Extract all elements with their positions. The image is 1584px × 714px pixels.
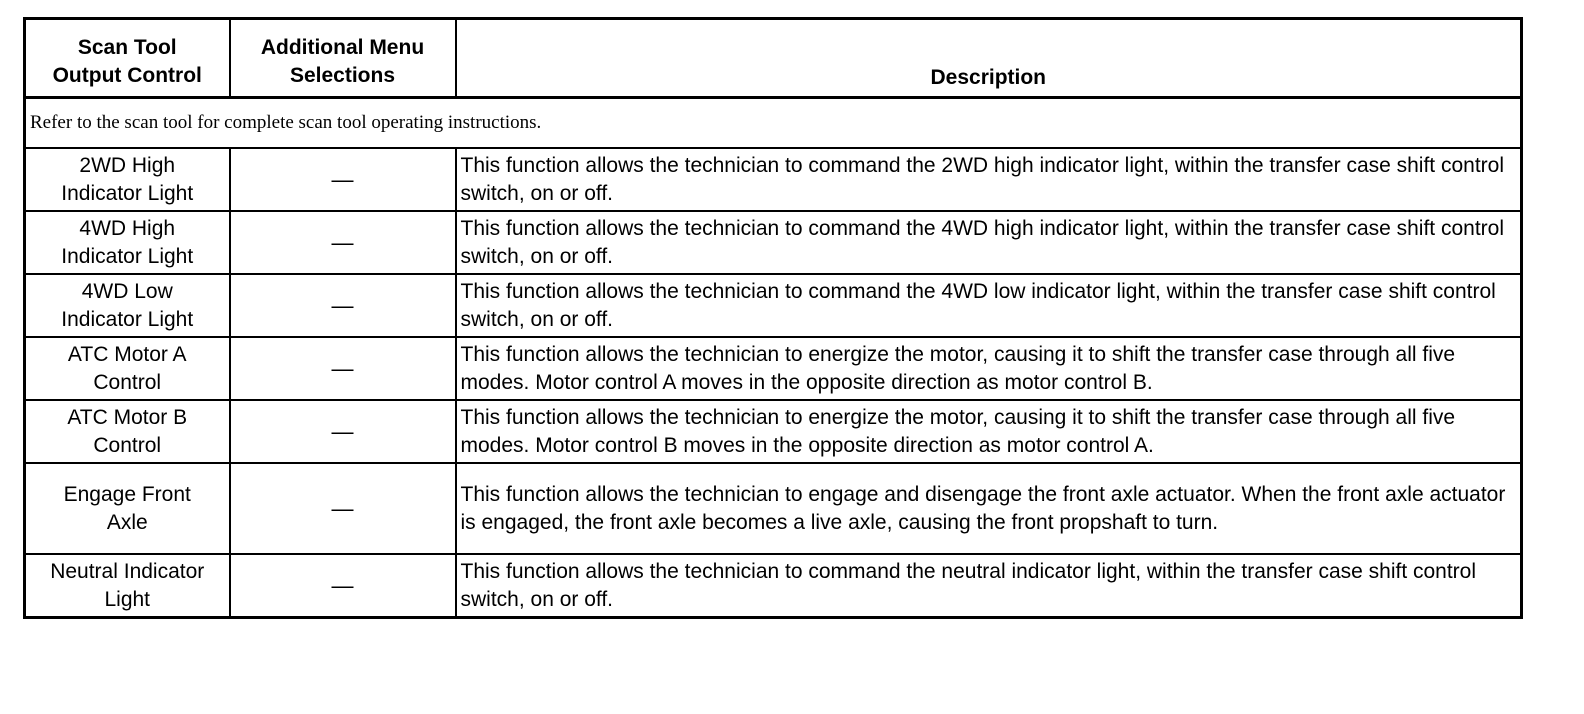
output-control-name-line1: ATC Motor B xyxy=(67,405,188,429)
output-control-name xyxy=(25,337,230,400)
additional-menu-selection: — xyxy=(230,463,456,554)
additional-menu-selection: — xyxy=(230,211,456,274)
table-row xyxy=(25,400,1522,463)
output-control-name-line2: Axle xyxy=(106,510,148,534)
header-col2-line1: Additional Menu xyxy=(260,36,425,59)
description-text: This function allows the technician to energize the motor, causing it to shift the transfer case through all five modes. Motor control B moves in the opposite direction as motor control A. xyxy=(456,400,1522,463)
additional-menu-selection: — xyxy=(230,148,456,211)
additional-menu-selection: — xyxy=(230,337,456,400)
table-row xyxy=(25,463,1522,554)
note-text: Refer to the scan tool for complete scan tool operating instructions. xyxy=(25,98,1522,149)
table-row xyxy=(25,337,1522,400)
output-control-name xyxy=(25,463,230,554)
description-text: This function allows the technician to engage and disengage the front axle actuator. When the front axle actuator is engaged, the front axle becomes a live axle, causing the front propshaft to turn. xyxy=(456,463,1522,554)
table-row xyxy=(25,274,1522,337)
table-header-row xyxy=(25,19,1522,98)
output-control-name-line2: Control xyxy=(93,370,162,394)
output-control-name-line2: Control xyxy=(93,433,162,457)
output-control-name-line2: Indicator Light xyxy=(61,307,194,331)
header-description: Description xyxy=(456,19,1522,98)
output-control-name xyxy=(25,148,230,211)
description-text: This function allows the technician to energize the motor, causing it to shift the transfer case through all five modes. Motor control A moves in the opposite direction as motor control B. xyxy=(456,337,1522,400)
output-control-name xyxy=(25,554,230,618)
table-row xyxy=(25,148,1522,211)
output-control-name xyxy=(25,211,230,274)
note-row xyxy=(25,98,1522,149)
description-text: This function allows the technician to command the neutral indicator light, within the transfer case shift control switch, on or off. xyxy=(456,554,1522,618)
output-control-name-line1: 2WD High xyxy=(79,153,176,177)
header-additional-menu-selections xyxy=(230,19,456,98)
additional-menu-selection: — xyxy=(230,400,456,463)
header-col1-line1: Scan Tool xyxy=(77,36,177,59)
output-control-name-line2: Indicator Light xyxy=(61,244,194,268)
description-text: This function allows the technician to command the 2WD high indicator light, within the transfer case shift control switch, on or off. xyxy=(456,148,1522,211)
output-control-name xyxy=(25,274,230,337)
output-control-name-line1: 4WD Low xyxy=(81,279,173,303)
additional-menu-selection: — xyxy=(230,554,456,618)
table-row xyxy=(25,211,1522,274)
description-text: This function allows the technician to command the 4WD high indicator light, within the transfer case shift control switch, on or off. xyxy=(456,211,1522,274)
output-control-name-line1: 4WD High xyxy=(79,216,176,240)
description-text: This function allows the technician to command the 4WD low indicator light, within the transfer case shift control switch, on or off. xyxy=(456,274,1522,337)
additional-menu-selection: — xyxy=(230,274,456,337)
scan-tool-output-control-table xyxy=(23,17,1523,619)
header-col2-line2: Selections xyxy=(289,64,396,87)
output-control-name-line1: Engage Front xyxy=(63,482,191,506)
output-control-name-line1: Neutral Indicator xyxy=(50,559,205,583)
output-control-name-line2: Light xyxy=(104,587,151,611)
output-control-name-line1: ATC Motor A xyxy=(67,342,187,366)
header-col1-line2: Output Control xyxy=(52,64,202,87)
header-scan-tool-output-control xyxy=(25,19,230,98)
table-row xyxy=(25,554,1522,618)
output-control-name-line2: Indicator Light xyxy=(61,181,194,205)
output-control-name xyxy=(25,400,230,463)
